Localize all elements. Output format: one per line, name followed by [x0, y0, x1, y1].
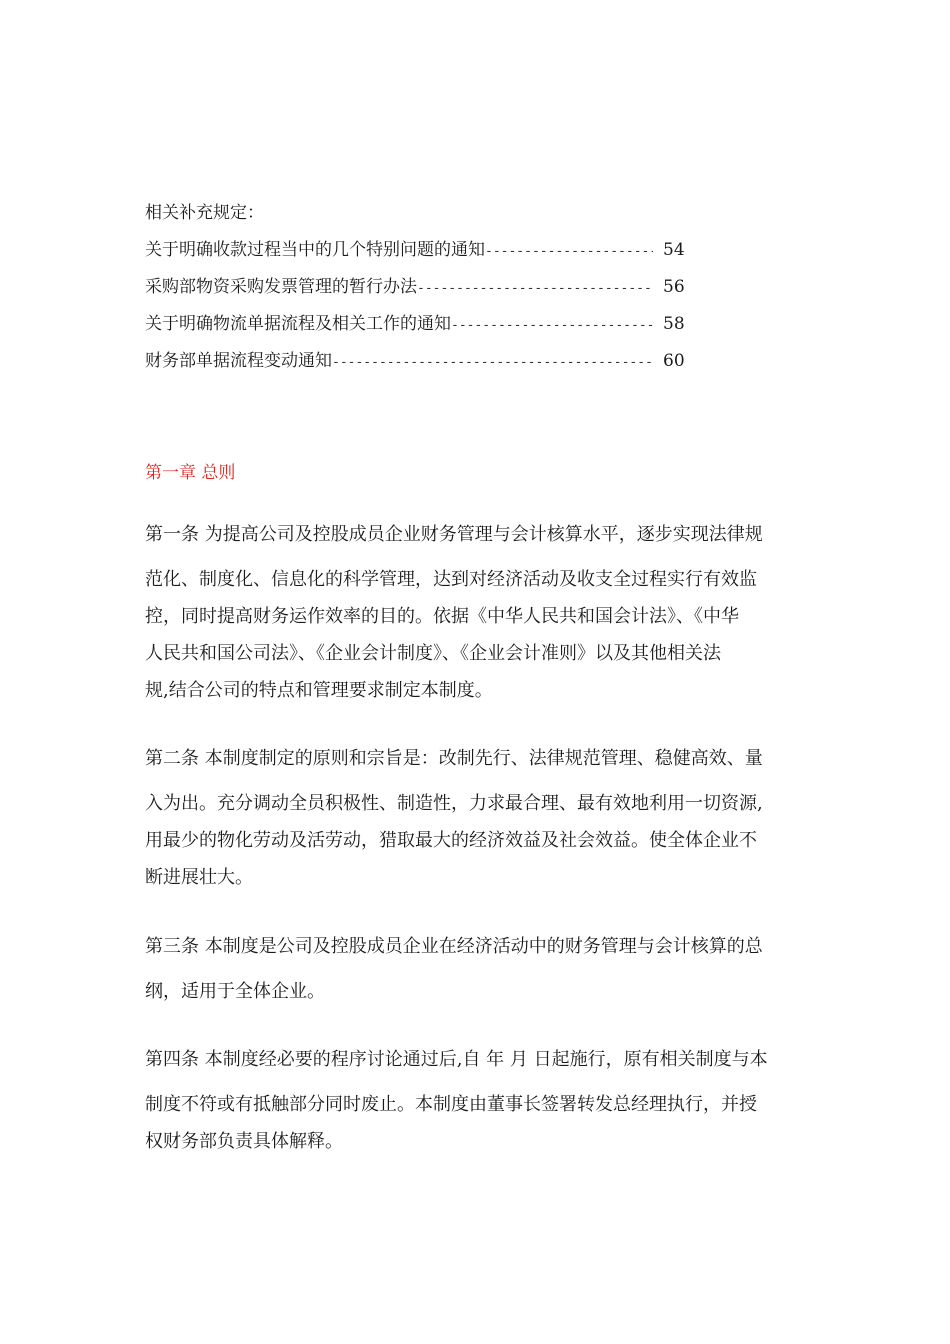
article-line: 第三条 本制度是公司及控股成员企业在经济活动中的财务管理与会计核算的总 — [145, 936, 763, 957]
article-line: 第一条 为提高公司及控股成员企业财务管理与会计核算水平，逐步实现法律规 — [145, 524, 763, 545]
toc-entry-page: 54 — [663, 240, 685, 260]
toc-entry-title: 财务部单据流程变动通知 — [145, 351, 332, 371]
article-2 — [145, 746, 807, 891]
toc-entry-page: 60 — [663, 351, 685, 371]
article-line: 第二条 本制度制定的原则和宗旨是：改制先行、法律规范管理、稳健高效、量 — [145, 748, 763, 769]
article-line: 权财务部负责具体解释。 — [145, 1131, 343, 1152]
toc-entry-title: 关于明确收款过程当中的几个特别问题的通知 — [145, 240, 485, 260]
article-4 — [145, 1047, 807, 1155]
chapter-title: 第一章 总则 — [145, 463, 236, 483]
article-line: 断进展壮大。 — [145, 867, 253, 888]
toc-heading: 相关补充规定： — [145, 203, 264, 223]
article-line: 控，同时提高财务运作效率的目的。依据《中华人民共和国会计法》、《中华 — [145, 606, 739, 627]
article-line: 纲，适用于全体企业。 — [145, 981, 325, 1002]
article-line: 用最少的物化劳动及活劳动，猎取最大的经济效益及社会效益。使全体企业不 — [145, 830, 757, 851]
article-line: 入为出。充分调动全员积极性、制造性，力求最合理、最有效地利用一切资源, — [145, 793, 763, 814]
toc-dot-leader — [485, 239, 653, 265]
article-line: 第四条 本制度经必要的程序讨论通过后,自 年 月 日起施行，原有相关制度与本 — [145, 1049, 768, 1070]
toc-entry[interactable] — [145, 274, 685, 300]
toc-entry[interactable] — [145, 237, 685, 263]
toc-entry-title: 采购部物资采购发票管理的暂行办法 — [145, 277, 417, 297]
toc-dot-leader — [451, 313, 653, 339]
toc-entry-page: 58 — [663, 314, 685, 334]
article-line: 规,结合公司的特点和管理要求制定本制度。 — [145, 680, 493, 701]
toc-entry[interactable] — [145, 311, 685, 337]
toc-dot-leader — [332, 350, 653, 376]
toc-entry-title: 关于明确物流单据流程及相关工作的通知 — [145, 314, 451, 334]
article-3 — [145, 934, 807, 1005]
supplementary-toc — [145, 200, 685, 385]
article-1 — [145, 522, 807, 704]
toc-entry-page: 56 — [663, 277, 685, 297]
toc-entry[interactable] — [145, 348, 685, 374]
article-line: 范化、制度化、信息化的科学管理，达到对经济活动及收支全过程实行有效监 — [145, 569, 757, 590]
article-line: 制度不符或有抵触部分同时废止。本制度由董事长签署转发总经理执行，并授 — [145, 1094, 757, 1115]
article-line: 人民共和国公司法》、《企业会计制度》、《企业会计准则》以及其他相关法 — [145, 643, 721, 664]
toc-dot-leader — [417, 276, 653, 302]
